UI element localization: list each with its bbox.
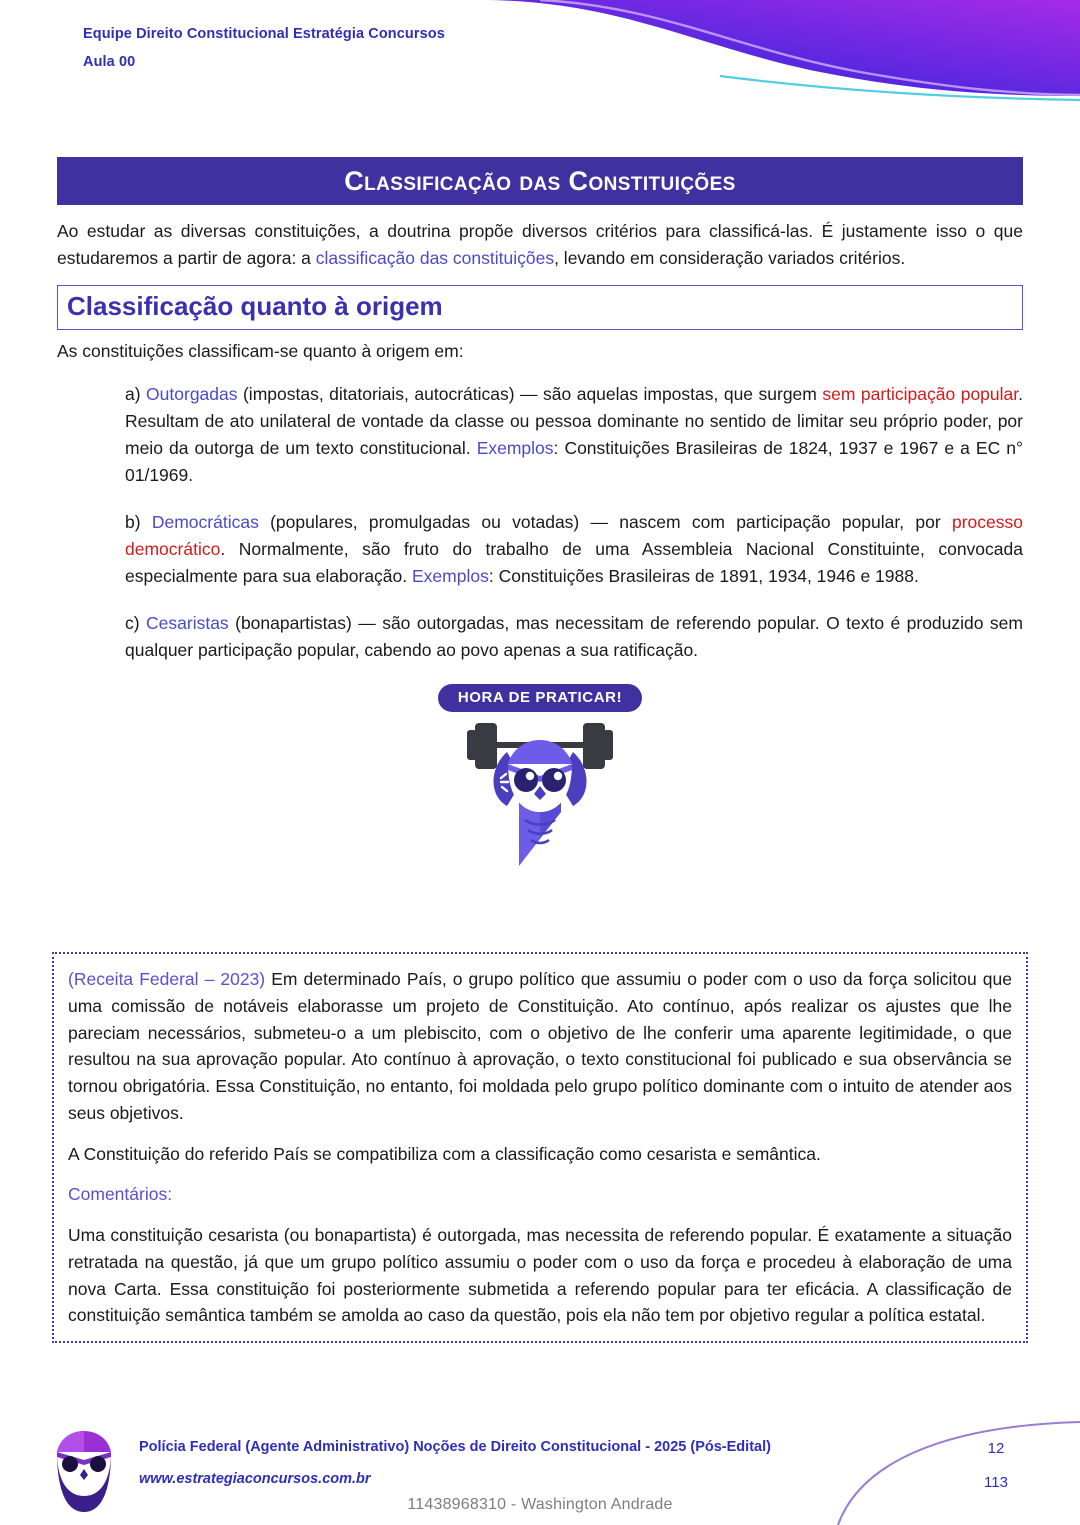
practice-question-box	[52, 952, 1028, 1343]
header-team-line: Equipe Direito Constitucional Estratégia Concursos	[83, 26, 445, 42]
item-seg1: (bonapartistas) — são outorgadas, mas necessitam de referendo popular. O texto é produzido sem qualquer participação popular, cabendo ao povo apenas a sua ratificação.	[125, 612, 1023, 660]
page-title: Classificação das Constituições	[344, 165, 736, 196]
item-seg1: (impostas, ditatoriais, autocráticas) — são aquelas impostas, que surgem	[237, 384, 823, 405]
item-marker: b)	[125, 511, 141, 532]
list-item	[57, 610, 1023, 664]
list-item	[57, 381, 1023, 489]
main-content	[57, 157, 1023, 870]
watermark-text: 11438968310 - Washington Andrade	[407, 1496, 673, 1513]
footer-course-title: Polícia Federal (Agente Administrativo) Noções de Direito Constitucional - 2025 (Pós-Edital)	[139, 1439, 771, 1455]
item-red-highlight: processo democrático	[125, 511, 1023, 559]
current-page-number: 12	[987, 1440, 1005, 1457]
intro-part2: , levando em consideração variados critérios.	[554, 247, 906, 268]
question-assertion: A Constituição do referido País se compatibiliza com a classificação como cesarista e semântica.	[68, 1143, 821, 1164]
question-statement-text: Em determinado País, o grupo político que assumiu o poder com o uso da força solicitou que uma comissão de notáveis elaborasse um projeto de Constituição. Ato contínuo, após realizar os ajustes que lhe pareciam necessários, submeteu-o a um plebiscito, com o objetivo de lhe conferir uma aparente legitimidade, o que resultou na sua aprovação popular. Ato contínuo à aprovação, o texto constitucional foi publicado e sua observância se tornou obrigatória. Essa Constituição, no entanto, foi moldada pelo grupo político dominante com o intuito de atender aos seus objetivos.	[68, 969, 1012, 1123]
chapter-title-banner	[57, 157, 1023, 205]
item-seg2: . Normalmente, são fruto do trabalho de uma Assembleia Nacional Constituinte, convocada especialmente para sua elaboração.	[125, 538, 1023, 586]
practice-badge: HORA DE PRATICAR!	[438, 684, 642, 712]
item-marker: c)	[125, 612, 140, 633]
intro-highlight: classificação das constituições	[315, 247, 555, 268]
question-source: (Receita Federal – 2023)	[68, 969, 266, 989]
list-item	[57, 509, 1023, 590]
section-lead-paragraph: As constituições classificam-se quanto à origem em:	[57, 341, 464, 362]
practice-mascot-area	[57, 684, 1023, 870]
footer-website-link[interactable]: www.estrategiaconcursos.com.br	[139, 1470, 371, 1487]
footer-text-block	[139, 1440, 771, 1486]
footer-pagination	[970, 1441, 1022, 1490]
section-heading-text: Classificação quanto à origem	[67, 291, 443, 322]
item-term: Cesaristas	[146, 612, 229, 633]
item-seg3: : Constituições Brasileiras de 1824, 1937 e 1967 e a EC n° 01/1969.	[125, 437, 1023, 485]
owl-weightlifting-icon	[445, 720, 635, 870]
total-page-number: 113	[984, 1474, 1008, 1491]
header-lesson-line: Aula 00	[83, 53, 136, 70]
item-examples-label: Exemplos	[412, 565, 489, 586]
question-comments-text: Uma constituição cesarista (ou bonapartista) é outorgada, mas necessita de referendo popular. É exatamente a situação retratada na questão, já que um grupo político assumiu o poder com o uso da força e procedeu à elaboração de uma nova Carta. Essa constituição foi posteriormente submetida a referendo popular para ter eficácia. A classificação de constituição semântica também se amolda ao caso da questão, pois ela não tem por objetivo regular a política estatal.	[68, 1225, 1012, 1326]
item-seg2: . Resultam de ato unilateral de vontade da classe ou pessoa dominante no sentido de limitar seu próprio poder, por meio da outorga de um texto constitucional.	[125, 384, 1023, 458]
intro-part1: Ao estudar as diversas constituições, a doutrina propõe diversos critérios para classificá-las. É justamente isso o que estudaremos a partir de agora: a	[57, 221, 1023, 268]
item-examples-label: Exemplos	[476, 437, 554, 458]
item-marker: a)	[125, 384, 141, 405]
document-header	[83, 27, 445, 69]
classification-list	[57, 381, 1023, 663]
item-seg1: (populares, promulgadas ou votadas) — nascem com participação popular, por	[258, 511, 952, 532]
question-statement	[68, 966, 1012, 1127]
item-term: Outorgadas	[146, 384, 238, 405]
item-red-highlight: sem participação popular	[822, 384, 1019, 405]
item-seg3: : Constituições Brasileiras de 1891, 1934, 1946 e 1988.	[488, 565, 919, 586]
item-term: Democráticas	[151, 511, 259, 532]
section-heading-box	[57, 285, 1023, 330]
intro-paragraph	[57, 218, 1023, 271]
question-comments-label: Comentários:	[68, 1184, 173, 1205]
